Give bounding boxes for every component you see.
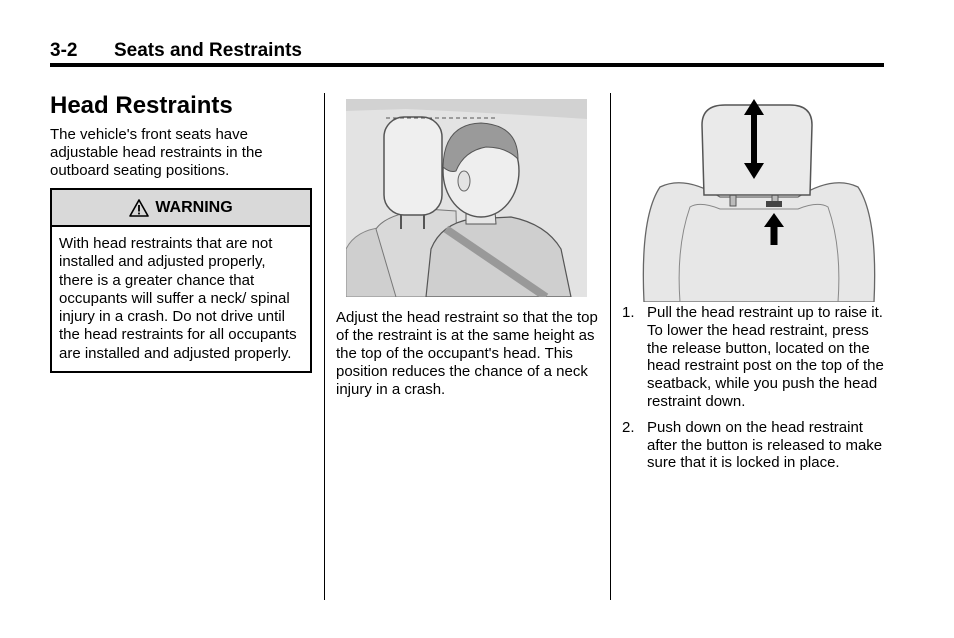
step-number: 2. — [622, 418, 635, 436]
page-header — [50, 38, 884, 68]
left-column — [50, 93, 312, 180]
occupant-head-restraint-illustration — [346, 99, 587, 297]
list-item — [622, 304, 884, 411]
step-text: Push down on the head restraint after the button is released to make sure that it is locked in place. — [647, 418, 883, 472]
step-number: 1. — [622, 304, 635, 321]
instruction-steps — [622, 304, 884, 480]
warning-header — [52, 190, 310, 227]
warning-title: WARNING — [155, 198, 233, 216]
head-restraint-adjust-illustration — [640, 97, 878, 302]
warning-body: With head restraints that are not installed and adjusted properly, there is a greater chance that occupants will suffer a neck/ spinal injury in a crash. Do not drive until the head restraints for all occupants are installed and adjusted properly. — [59, 235, 297, 362]
page-number: 3-2 — [50, 40, 78, 61]
step-text: Pull the head restraint up to raise it. To lower the head restraint, press the release button, located on the head restraint post on the top of the seatback, while you push the head restraint down. — [647, 304, 884, 410]
warning-triangle-icon — [129, 199, 149, 217]
section-title: Seats and Restraints — [114, 40, 302, 61]
adjust-caption: Adjust the head restraint so that the top of the restraint is at the same height as the top of the occupant's head. This position reduces the chance of a neck injury in a crash. — [336, 309, 598, 398]
warning-box — [50, 188, 312, 373]
list-item — [622, 419, 884, 472]
column-divider — [324, 93, 325, 600]
intro-text: The vehicle's front seats have adjustable head restraints in the outboard seating positions. — [50, 126, 263, 179]
header-rule — [50, 63, 884, 67]
page-heading: Head Restraints — [50, 92, 233, 119]
column-divider — [610, 93, 611, 600]
